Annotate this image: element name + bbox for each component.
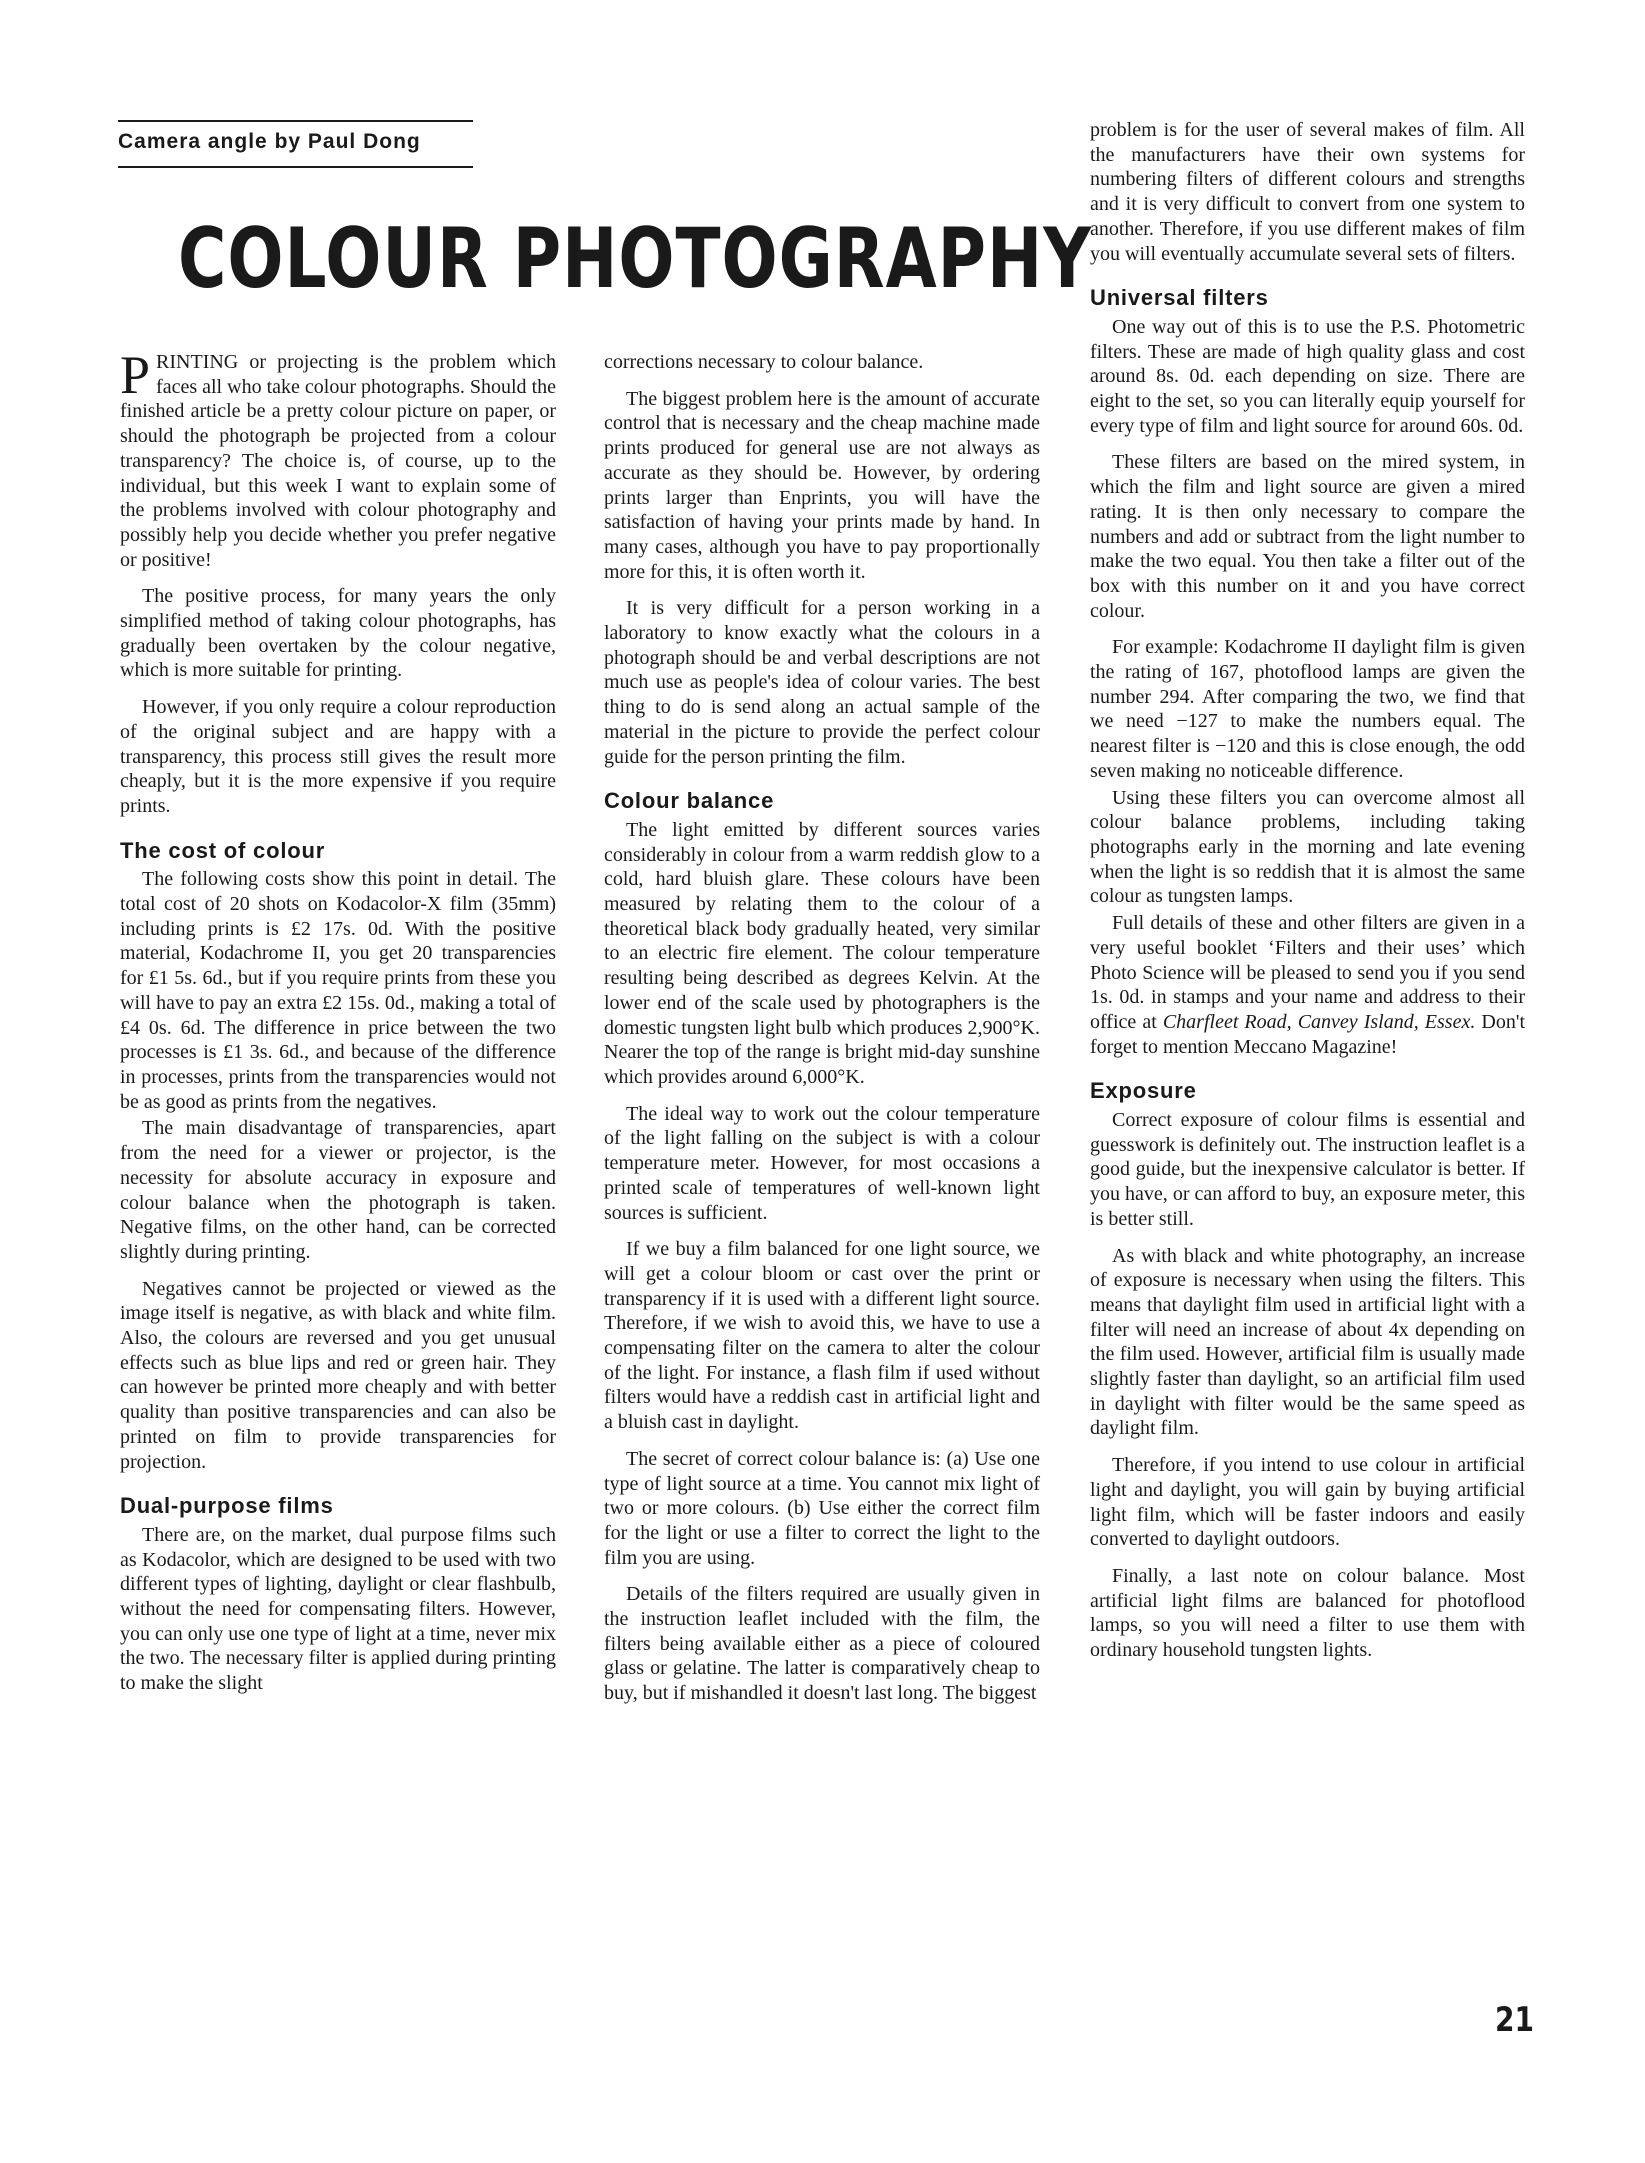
kicker-rule-top: [118, 120, 473, 122]
paragraph: Correct exposure of colour films is essential and guesswork is definitely out. The instruction leaflet is a good guide, but the inexpensive calculator is better. If you have, or can afford to buy, an exposure meter, this is better still.: [1090, 1109, 1525, 1230]
paragraph: [1090, 911, 1525, 1059]
paragraph: One way out of this is to use the P.S. Photometric filters. These are made of high quality glass and cost around 8s. 0d. each depending on size. There are eight to the set, so you can literally equip yourself for every type of film and light source for around 60s. 0d.: [1090, 315, 1525, 437]
column-3: [1090, 118, 1525, 1675]
intro-text: RINTING or projecting is the problem which faces all who take colour photographs. Should the finished article be a pretty colour picture on paper, or should the photograph be projected from a colour transparency? The choice is, of course, up to the individual, but this week I want to explain some of the problems involved with colour photography and possibly help you decide whether you prefer negative or positive!: [120, 351, 556, 571]
paragraph: If we buy a film balanced for one light source, we will get a colour bloom or cast over the print or transparency if it is used with a different light source. Therefore, if we wish to avoid this, we have to use a compensating filter on the camera to alter the colour of the light. For instance, a flash film if used without filters would have a reddish cast in artificial light and a bluish cast in daylight.: [604, 1238, 1040, 1434]
subheading-universal-filters: Universal filters: [1090, 285, 1269, 311]
paragraph-text: Full details of these and other filters are given in a very useful booklet ‘Filters and their uses’ which Photo Science will be pleased to send you if you send 1s. 0d. in stamps and your name and address to their office at: [1090, 912, 1525, 1033]
paragraph: The positive process, for many years the only simplified method of taking colour photographs, has gradually been overtaken by the colour negative, which is more suitable for printing.: [120, 585, 556, 682]
subheading-cost-of-colour: The cost of colour: [120, 837, 326, 863]
paragraph: As with black and white photography, an increase of exposure is necessary when using the filters. This means that daylight film used in artificial light with a filter will need an increase of about 4x depending on the film used. However, artificial film is usually made slightly faster than daylight, so an artificial film used in daylight with filter would be the same speed as daylight film.: [1090, 1244, 1525, 1440]
paragraph: The light emitted by different sources varies considerably in colour from a warm reddish glow to a cold, hard bluish glare. These colours have been measured by relating them to the colour of a theoretical black body gradually heated, very similar to an electric fire element. The colour temperature resulting being described as degrees Kelvin. At the lower end of the scale used by photographers is the domestic tungsten light bulb which produces 2,900°K. Nearer the top of the range is bright mid-day sunshine which provides around 6,000°K.: [604, 818, 1040, 1088]
article-kicker: Camera angle by Paul Dong: [118, 130, 421, 153]
paragraph: The biggest problem here is the amount of accurate control that is necessary and the cheap machine made prints produced for general use are not always as accurate as they should be. However, by ordering prints larger than Enprints, you will have the satisfaction of having your prints made by hand. In many cases, although you have to pay proportionally more for this, it is often worth it.: [604, 387, 1040, 583]
column-1: [120, 345, 557, 1708]
paragraph: For example: Kodachrome II daylight film is given the rating of 167, photoflood lamps are given the number 294. After comparing the two, we find that we need −127 to make the numbers equal. The nearest filter is −120 and this is close enough, the odd seven making no noticeable difference.: [1090, 636, 1525, 782]
paragraph: However, if you only require a colour reproduction of the original subject and are happy with a transparency, this process still gives the result more cheaply, but it is the more expensive if you require prints.: [120, 696, 556, 817]
paragraph: Therefore, if you intend to use colour in artificial light and daylight, you will gain by buying artificial light film, which will be faster indoors and easily converted to daylight outdoors.: [1090, 1454, 1525, 1551]
paragraph: Negatives cannot be projected or viewed as the image itself is negative, as with black and white film. Also, the colours are reversed and you get unusual effects such as blue lips and red or green hair. They can however be printed more cheaply and with better quality than positive transparencies and can also be printed on film to provide transparencies for projection.: [120, 1277, 556, 1473]
paragraph-continued: problem is for the user of several makes of film. All the manufacturers have their own systems for numbering filters of different colours and strengths and it is very difficult to convert from one system to another. Therefore, if you use different makes of film you will eventually accumulate several sets of filters.: [1090, 119, 1525, 265]
paragraph: The main disadvantage of transparencies, apart from the need for a viewer or projector, is the necessity for absolute accuracy in exposure and colour balance when the photograph is taken. Negative films, on the other hand, can be corrected slightly during printing.: [120, 1117, 556, 1263]
paragraph: There are, on the market, dual purpose films such as Kodacolor, which are designed to be used with two different types of lighting, daylight or clear flashbulb, without the need for compensating filters. However, you can only use one type of light at a time, never mix the two. The necessary filter is applied during printing to make the slight: [120, 1523, 556, 1695]
paragraph: Finally, a last note on colour balance. Most artificial light films are balanced for photoflood lamps, so you will need a filter to use them with ordinary household tungsten lights.: [1090, 1564, 1525, 1662]
paragraph: The secret of correct colour balance is: (a) Use one type of light source at a time. You cannot mix light of two or more colours. (b) Use either the correct film for the light or use a filter to correct the light to the film you are using.: [604, 1447, 1040, 1569]
subheading-dual-purpose-films: Dual-purpose films: [120, 1493, 334, 1519]
drop-cap: P: [120, 345, 151, 405]
paragraph: Using these filters you can overcome almost all colour balance problems, including taking photographs early in the morning and late evening when the light is so reddish that it is almost the same colour as tungsten lamps.: [1090, 786, 1525, 908]
paragraph: The following costs show this point in detail. The total cost of 20 shots on Kodacolor-X film (35mm) including prints is £2 17s. 0d. With the positive material, Kodachrome II, you get 20 transparencies for £1 5s. 6d., but if you require prints from these you will have to pay an extra £2 15s. 0d., making a total of £4 0s. 6d. The difference in price between the two processes is £1 3s. 6d., and because of the difference in processes, prints from the transparencies would not be as good as prints from the negatives.: [120, 868, 557, 1113]
paragraph-text: Don't forget to mention Meccano Magazine!: [1090, 1010, 1526, 1058]
subheading-colour-balance: Colour balance: [604, 788, 775, 814]
paragraph: Details of the filters required are usually given in the instruction leaflet included with the film, the filters being available either as a piece of coloured glass or gelatine. The latter is comparatively cheap to buy, but if mishandled it doesn't last long. The biggest: [604, 1583, 1040, 1705]
paragraph: These filters are based on the mired system, in which the film and light source are given a mired rating. It is then only necessary to compare the numbers and add or subtract from the light number to make the two equal. You then take a filter out of the box with this number on it and you have correct colour.: [1090, 451, 1525, 622]
intro-paragraph: [120, 345, 556, 572]
kicker-rule-bottom: [118, 166, 473, 168]
column-2: [604, 350, 1040, 1718]
paragraph: It is very difficult for a person working in a laboratory to know exactly what the colours in a photograph should be and verbal descriptions are not much use as people's idea of colour varies. The best thing to do is send along an actual sample of the material in the picture to provide the perfect colour guide for the person printing the film.: [604, 597, 1040, 768]
article-title: COLOUR PHOTOGRAPHY: [178, 210, 1093, 307]
address-text: Charfleet Road, Canvey Island, Essex.: [1162, 1010, 1476, 1033]
paragraph-continued: corrections necessary to colour balance.: [604, 351, 924, 373]
page-number: 21: [1495, 2000, 1534, 2040]
paragraph: The ideal way to work out the colour temperature of the light falling on the subject is with a colour temperature meter. However, for most occasions a printed scale of temperatures of well-known light sources is sufficient.: [604, 1102, 1040, 1224]
subheading-exposure: Exposure: [1090, 1078, 1197, 1104]
